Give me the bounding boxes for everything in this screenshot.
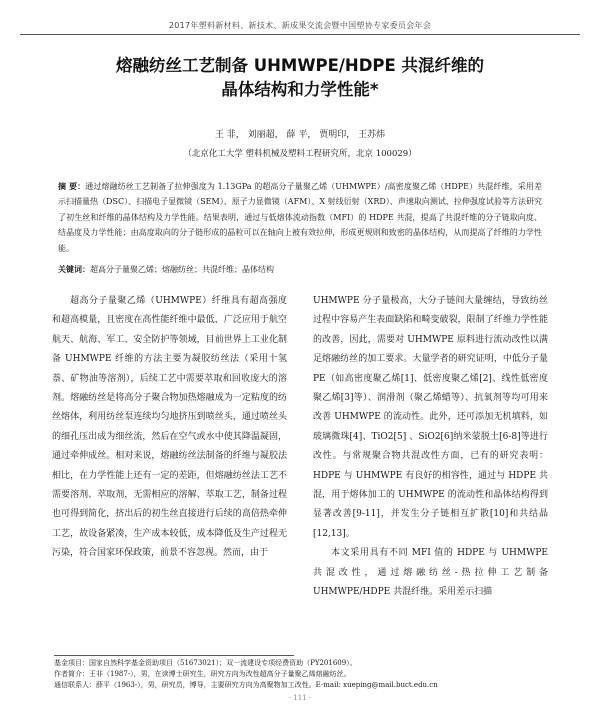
paper-title-line1: 熔融纺丝工艺制备 UHMWPE/HDPE 共混纤维的	[115, 56, 485, 75]
keywords-text: 超高分子量聚乙烯；熔融纺丝；共混纤维；晶体结构	[90, 265, 274, 274]
body-column-right	[313, 292, 548, 603]
keywords-label: 关键词：	[58, 265, 90, 274]
author-affiliation: （北京化工大学 塑料机械及塑料工程研究所，北京 100029）	[183, 149, 417, 159]
author-list: 王 非， 刘丽超， 薛 平， 贾明印， 王苏炜	[214, 130, 386, 140]
body-paragraph: UHMWPE 分子量极高，大分子链间大量缠结，导致纺丝过程中容易产生表面缺陷和畸变破裂，限制了纤维力学性能的改善，因此，需要对 UHMWPE 原料进行流动改性以满足熔融纺丝的加工要求。大量学者的研究证明，中低分子量 PE（如高密度聚乙烯[1]、低密度聚乙烯[2]、线性低密度聚乙烯[3]等）、润滑剂（聚乙烯蜡等）、抗氧剂等均可用来改善 UHMWPE 的流动性。此外，还可添加无机填料，如玻璃微珠[4]、TiO2[5] 、SiO2[6]纳米蒙脱土[6-8]等进行改性。与常规聚合物共混改性方面，已有的研究表明：HDPE 与 UHMWPE 有良好的相容性，通过与 HDPE 共混，用于熔体加工的 UHMWPE 的流动性和晶体结构得到显著改善[9-11]，并发生分子链相互扩散[10]和共结晶[12,13]。	[313, 296, 548, 539]
footnote-divider	[54, 655, 294, 656]
keywords	[58, 264, 542, 275]
body-column-left	[52, 292, 287, 564]
body-paragraph: 本文采用具有不同 MFI 值的 HDPE 与 UHMWPE 共混改性，通过熔融纺丝-热拉伸工艺制备 UHMWPE/HDPE 共混纤维。采用差示扫描	[313, 548, 548, 598]
abstract	[58, 179, 542, 256]
body-paragraph: 超高分子量聚乙烯（UHMWPE）纤维具有超高强度和超高模量，且密度在高性能纤维中最低，广泛应用于航空航天、航海、军工、安全防护等领域，目前世界上工业化制备 UHMWPE 纤维的方法主要为凝胶纺丝法（采用十氢萘、矿物油等溶剂），后续工艺中需要萃取和回收庞大的溶剂。熔融纺丝是将高分子聚合物加热熔融成为一定粘度的纺丝熔体，利用纺丝泵连续均匀地挤压到喷丝头，通过喷丝头的细孔压出成为细丝流，然后在空气或水中使其降温凝固，通过牵伸成丝。相对来说，熔融纺丝法制备的纤维与凝胶法相比，在力学性能上还有一定的差距，但熔融纺丝法工艺不需要溶剂、萃取剂，无需相应的溶解、萃取工艺，制备过程也可得到简化，挤出后的初生丝直接进行后续的高倍热牵伸工艺，故设备紧凑，生产成本较低，成本降低及生产过程无污染，符合国家环保政策，前景不容忽视。然而，由于	[52, 296, 287, 559]
abstract-label: 摘 要：	[58, 182, 86, 191]
paper-title-line2: 晶体结构和力学性能*	[221, 80, 379, 99]
proceedings-header: 2017年塑料新材料、新技术、新成果交流会暨中国塑协专家委员会年会	[168, 21, 432, 30]
footnote-funding: 基金项目：国家自然科学基金资助项目（51673021）；双一流建设专项经费资助（PY201609）。	[54, 659, 357, 667]
abstract-text: 通过熔融纺丝工艺制备了拉伸强度为 1.13GPa 的超高分子量聚乙烯（UHMWPE）/高密度聚乙烯（HDPE）共混纤维，采用差示扫描量热（DSC）、扫描电子显微镜（SEM）、原子力显微镜（AFM）、X 射线衍射（XRD）、声速取向测试、拉伸强度试验等方法研究了初生丝和纤维的晶体结构及力学性能。结果表明，通过与低熔体流动指数（MFI）的 HDPE 共混，提高了共混纤维的分子链取向度、结晶度及力学性能；由高度取向的分子链形成的晶粒可以在轴向上被有效拉伸，形成更规则和致密的晶体结构，从而提高了纤维的力学性能。	[58, 182, 542, 253]
page-number: · 111 ·	[288, 694, 312, 702]
footnote-correspondence: 通信联系人：薛平（1963-），男，研究员，博导，主要研究方向为高聚物加工改性。E-mail: xueping@mail.buct.edu.cn	[54, 681, 438, 689]
header-divider	[20, 34, 580, 35]
footnote-author-bio: 作者简介：王非（1987-），男，在读博士研究生，研究方向为改性超高分子量聚乙烯熔融纺丝。	[54, 670, 351, 678]
